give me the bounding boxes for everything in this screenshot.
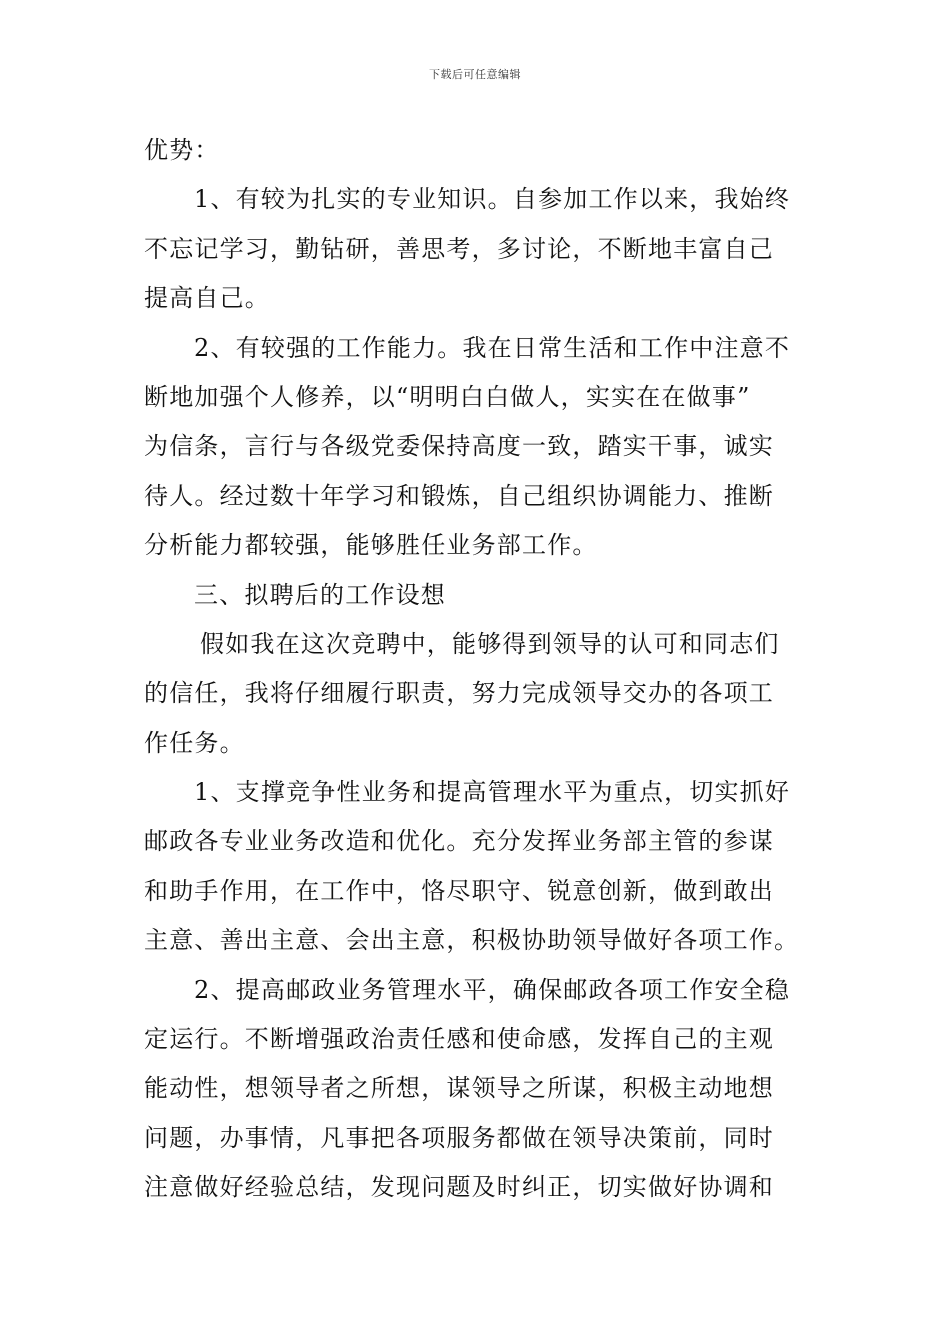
paragraph-line: 2、有较强的工作能力。我在日常生活和工作中注意不 — [194, 333, 791, 362]
paragraph-line: 分析能力都较强，能够胜任业务部工作。 — [144, 531, 598, 560]
paragraph-line: 注意做好经验总结，发现问题及时纠正，切实做好协调和 — [144, 1173, 774, 1202]
section-heading: 三、拟聘后的工作设想 — [194, 580, 446, 609]
paragraph-line: 定运行。不断增强政治责任感和使命感，发挥自己的主观 — [144, 1025, 774, 1054]
paragraph-line: 问题，办事情，凡事把各项服务都做在领导决策前，同时 — [144, 1123, 774, 1152]
paragraph-line: 和助手作用，在工作中，恪尽职守、锐意创新，做到敢出 — [144, 876, 774, 905]
paragraph-line: 不忘记学习，勤钻研，善思考，多讨论，不断地丰富自己 — [144, 234, 774, 263]
paragraph-line: 为信条，言行与各级党委保持高度一致，踏实干事，诚实 — [144, 432, 774, 461]
paragraph-line: 能动性，想领导者之所想，谋领导之所谋，积极主动地想 — [144, 1074, 774, 1103]
paragraph-line: 作任务。 — [144, 728, 245, 757]
document-body — [144, 126, 816, 1213]
paragraph-line: 假如我在这次竞聘中，能够得到领导的认可和同志们 — [200, 629, 780, 658]
paragraph-line: 的信任，我将仔细履行职责，努力完成领导交办的各项工 — [144, 679, 774, 708]
page-header: 下载后可任意编辑 — [429, 68, 521, 81]
paragraph-line: 1、有较为扎实的专业知识。自参加工作以来，我始终 — [194, 185, 791, 214]
paragraph-line: 邮政各专业业务改造和优化。充分发挥业务部主管的参谋 — [144, 827, 774, 856]
paragraph-line: 提高自己。 — [144, 284, 270, 313]
paragraph-line: 主意、善出主意、会出主意，积极协助领导做好各项工作。 — [144, 926, 800, 955]
paragraph-line: 2、提高邮政业务管理水平，确保邮政各项工作安全稳 — [194, 975, 791, 1004]
paragraph-line: 待人。经过数十年学习和锻炼，自己组织协调能力、推断 — [144, 481, 774, 510]
paragraph-line: 优势： — [144, 136, 220, 164]
paragraph-line: 断地加强个人修养，以“明明白白做人，实实在在做事” — [144, 382, 751, 411]
paragraph-line: 1、支撑竞争性业务和提高管理水平为重点，切实抓好 — [194, 778, 791, 807]
